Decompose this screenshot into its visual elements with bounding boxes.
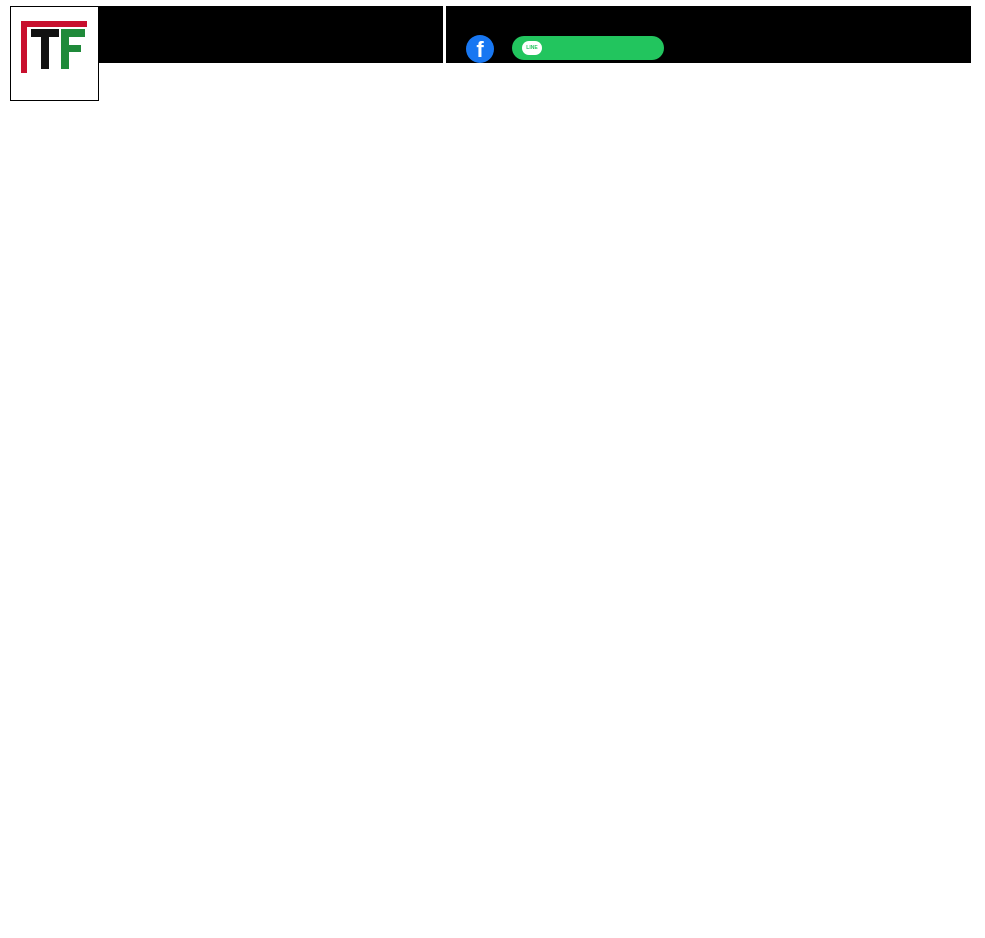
logo [10, 6, 99, 101]
promo-block [446, 6, 971, 63]
title-block [99, 6, 443, 63]
tfex-logo-icon [17, 15, 93, 77]
facebook-icon[interactable]: f [466, 35, 494, 63]
line-icon: LINE [522, 41, 542, 55]
line-openchat-button[interactable] [512, 36, 664, 60]
